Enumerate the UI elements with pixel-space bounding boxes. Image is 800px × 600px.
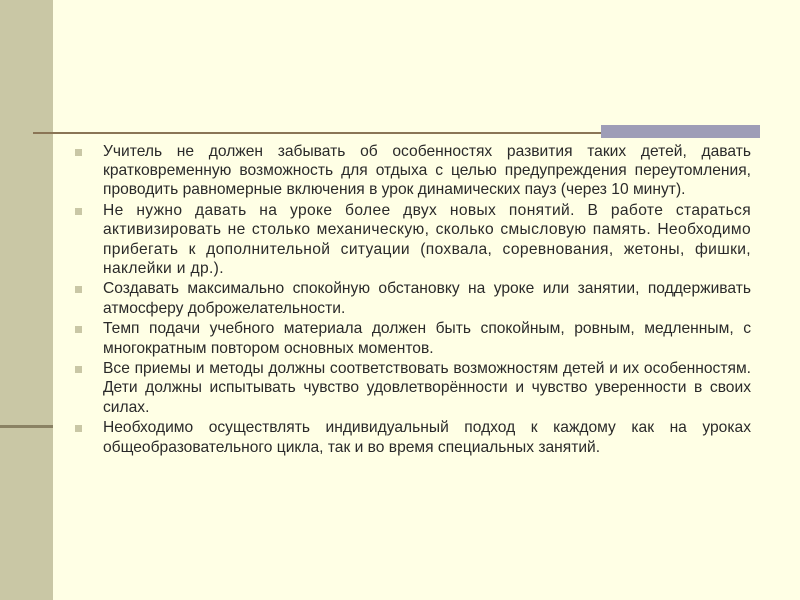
bullet-text: Учитель не должен забывать об особенностях развития таких детей, давать кратковременную возможность для отдыха с целью предупреждения переутомления, проводить равномерные включения в урок динамических пауз (через 10 минут). — [103, 143, 751, 199]
bullet-item — [75, 279, 751, 317]
square-bullet-icon — [75, 366, 82, 373]
bullet-item — [75, 201, 751, 278]
bullet-item — [75, 142, 751, 200]
square-bullet-icon — [75, 149, 82, 156]
bullet-item — [75, 319, 751, 357]
bullet-text: Не нужно давать на уроке более двух новых понятий. В работе стараться активизировать не столько механическую, сколько смысловую память. Необходимо прибегать к дополнительной ситуации (похвала, соревнования, жетоны, фишки, наклейки и др.). — [103, 202, 751, 277]
bullet-text: Все приемы и методы должны соответствовать возможностям детей и их особенностям. Дети должны испытывать чувство удовлетворённости и чувство уверенности в своих силах. — [103, 360, 751, 416]
square-bullet-icon — [75, 425, 82, 432]
bullet-list — [75, 142, 751, 457]
bullet-text: Создавать максимально спокойную обстановку на уроке или занятии, поддерживать атмосферу доброжелательности. — [103, 280, 751, 317]
square-bullet-icon — [75, 326, 82, 333]
square-bullet-icon — [75, 208, 82, 215]
square-bullet-icon — [75, 286, 82, 293]
left-decorative-bar — [0, 0, 53, 600]
left-bar-divider — [0, 425, 53, 428]
bullet-item — [75, 359, 751, 417]
title-rule-accent — [601, 125, 760, 138]
bullet-text: Темп подачи учебного материала должен быть спокойным, ровным, медленным, с многократным повтором основных моментов. — [103, 320, 751, 357]
bullet-text: Необходимо осуществлять индивидуальный подход к каждому как на уроках общеобразовательного цикла, так и во время специальных занятий. — [103, 419, 751, 456]
bullet-item — [75, 418, 751, 456]
slide-content — [75, 142, 751, 458]
